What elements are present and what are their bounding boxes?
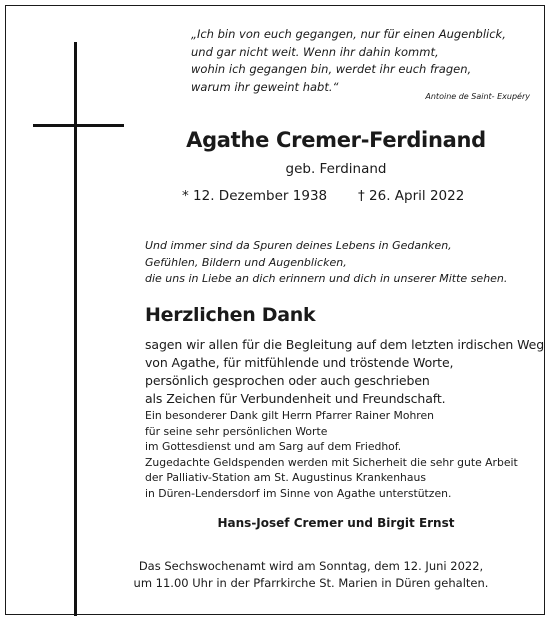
cross-vertical-bar — [74, 42, 77, 616]
quote-author: Antoine de Saint- Exupéry — [425, 92, 530, 101]
verse-line: Und immer sind da Spuren deines Lebens in Gedanken, — [145, 239, 452, 252]
quote — [191, 26, 506, 96]
quote-line: warum ihr geweint habt.“ — [191, 79, 339, 94]
deceased-name: Agathe Cremer-Ferdinand — [186, 128, 486, 152]
special-thanks-line: für seine sehr persönlichen Worte — [145, 424, 328, 438]
thanks-line: als Zeichen für Verbundenheit und Freundschaft. — [145, 391, 446, 406]
verse-line: Gefühlen, Bildern und Augenblicken, — [145, 255, 347, 269]
death-date: † 26. April 2022 — [358, 188, 465, 204]
special-thanks-line: in Düren-Lendersdorf im Sinne von Agathe unterstützen. — [145, 486, 452, 500]
quote-line: „Ich bin von euch gegangen, nur für einen Augenblick, — [191, 27, 506, 41]
mass-announcement — [76, 558, 546, 592]
birth-date: * 12. Dezember 1938 — [182, 188, 328, 204]
special-thanks-line: im Gottesdienst und am Sarg auf dem Friedhof. — [145, 440, 402, 454]
thanks-line: persönlich gesprochen oder auch geschrieben — [145, 373, 430, 388]
cross-horizontal-bar — [33, 124, 124, 127]
verse — [145, 238, 507, 288]
quote-line: und gar nicht weit. Wenn ihr dahin kommt, — [191, 44, 439, 59]
obituary-card — [5, 5, 545, 615]
special-thanks-line: Ein besonderer Dank gilt Herrn Pfarrer Rainer Mohren — [145, 409, 434, 422]
quote-line: wohin ich gegangen bin, werdet ihr euch fragen, — [191, 62, 472, 76]
thanks-title: Herzlichen Dank — [145, 304, 316, 326]
thanks-line: von Agathe, für mitfühlende und tröstende Worte, — [145, 355, 454, 370]
thanks-text — [145, 336, 544, 408]
mass-line: um 11.00 Uhr in der Pfarrkirche St. Marien in Düren gehalten. — [133, 576, 489, 590]
signature: Hans-Josef Cremer und Birgit Ernst — [217, 516, 455, 530]
special-thanks — [145, 408, 518, 502]
special-thanks-line: Zugedachte Geldspenden werden mit Sicherheit die sehr gute Arbeit — [145, 455, 518, 469]
mass-line: Das Sechswochenamt wird am Sonntag, dem 12. Juni 2022, — [138, 559, 484, 573]
thanks-line: sagen wir allen für die Begleitung auf dem letzten irdischen Weg — [145, 337, 545, 352]
birth-name: geb. Ferdinand — [285, 161, 387, 177]
special-thanks-line: der Palliativ-Station am St. Augustinus Krankenhaus — [145, 471, 426, 485]
verse-line: die uns in Liebe an dich erinnern und dich in unserer Mitte sehen. — [145, 272, 508, 285]
